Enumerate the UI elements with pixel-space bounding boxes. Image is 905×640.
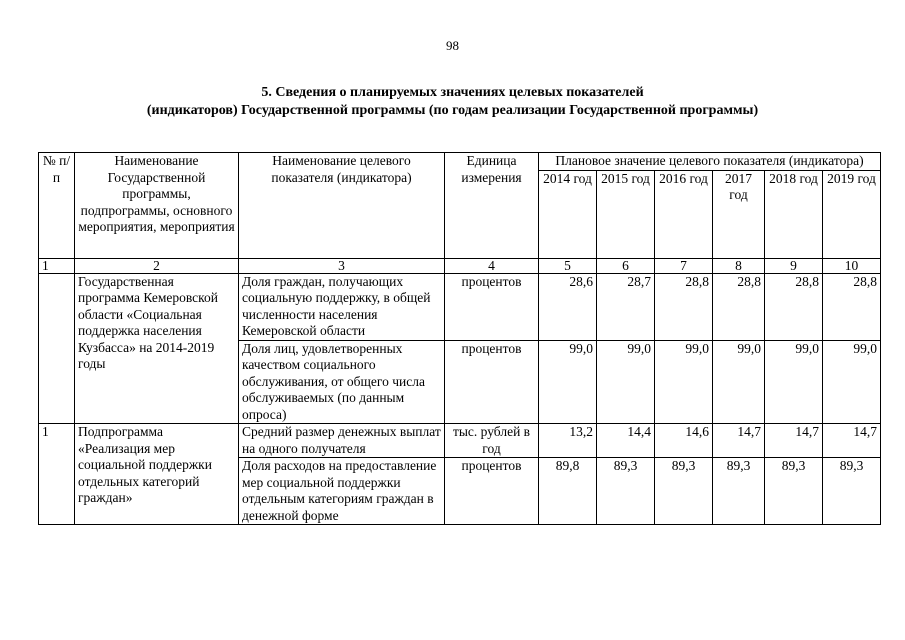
value-cell: 99,0 [539, 340, 597, 424]
value-cell: 13,2 [539, 424, 597, 458]
indicators-table [38, 152, 881, 525]
value-cell: 14,6 [655, 424, 713, 458]
value-cell: 99,0 [597, 340, 655, 424]
row-number [39, 273, 75, 424]
value-cell: 99,0 [655, 340, 713, 424]
value-cell: 89,3 [823, 458, 881, 525]
indicator-name: Доля расходов на предоставление мер социальной поддержки отдельным категориям граждан в денежной форме [239, 458, 445, 525]
header-indicator: Наименование целевого показателя (индикатора) [239, 153, 445, 259]
indicator-name: Средний размер денежных выплат на одного получателя [239, 424, 445, 458]
value-cell: 99,0 [765, 340, 823, 424]
column-number: 1 [39, 258, 75, 273]
title-line-2: (индикаторов) Государственной программы (по годам реализации Государственной программы) [146, 103, 759, 118]
value-cell: 28,8 [823, 273, 881, 340]
value-cell: 28,8 [765, 273, 823, 340]
indicator-name: Доля граждан, получающих социальную поддержку, в общей численности населения Кемеровской области [239, 273, 445, 340]
value-cell: 89,3 [655, 458, 713, 525]
value-cell: 99,0 [823, 340, 881, 424]
page-number: 98 [446, 38, 459, 53]
header-year: 2018 год [765, 170, 823, 258]
header-year: 2017 год [713, 170, 765, 258]
column-numbers-row [39, 258, 881, 273]
value-cell: 89,3 [765, 458, 823, 525]
row-number: 1 [39, 424, 75, 525]
column-number: 8 [713, 258, 765, 273]
column-number: 10 [823, 258, 881, 273]
column-number: 5 [539, 258, 597, 273]
value-cell: 89,3 [713, 458, 765, 525]
value-cell: 14,4 [597, 424, 655, 458]
value-cell: 89,8 [539, 458, 597, 525]
value-cell: 14,7 [713, 424, 765, 458]
program-name: Подпрограмма «Реализация мер социальной поддержки отдельных категорий граждан» [75, 424, 239, 525]
column-number: 9 [765, 258, 823, 273]
header-row-1 [39, 153, 881, 171]
unit: процентов [445, 340, 539, 424]
header-year: 2016 год [655, 170, 713, 258]
column-number: 4 [445, 258, 539, 273]
table-row [39, 273, 881, 340]
column-number: 2 [75, 258, 239, 273]
value-cell: 14,7 [765, 424, 823, 458]
value-cell: 99,0 [713, 340, 765, 424]
title-line-1: 5. Сведения о планируемых значениях целевых показателей [261, 85, 644, 100]
header-unit: Единица измерения [445, 153, 539, 259]
program-name: Государственная программа Кемеровской области «Социальная поддержка населения Кузбасса» на 2014-2019 годы [75, 273, 239, 424]
value-cell: 28,7 [597, 273, 655, 340]
column-number: 3 [239, 258, 445, 273]
unit: процентов [445, 458, 539, 525]
table-row [39, 424, 881, 458]
header-year: 2019 год [823, 170, 881, 258]
unit: тыс. рублей в год [445, 424, 539, 458]
indicator-name: Доля лиц, удовлетворенных качеством социального обслуживания, от общего числа обслуживаемых (по данным опроса) [239, 340, 445, 424]
value-cell: 28,6 [539, 273, 597, 340]
header-program: Наименование Государственной программы, подпрограммы, основного мероприятия, мероприятия [75, 153, 239, 259]
unit: процентов [445, 273, 539, 340]
column-number: 7 [655, 258, 713, 273]
value-cell: 89,3 [597, 458, 655, 525]
header-planned-value: Плановое значение целевого показателя (индикатора) [539, 153, 881, 171]
value-cell: 14,7 [823, 424, 881, 458]
value-cell: 28,8 [713, 273, 765, 340]
header-year: 2014 год [539, 170, 597, 258]
header-num: № п/п [39, 153, 75, 259]
column-number: 6 [597, 258, 655, 273]
section-title [0, 84, 905, 120]
value-cell: 28,8 [655, 273, 713, 340]
header-year: 2015 год [597, 170, 655, 258]
